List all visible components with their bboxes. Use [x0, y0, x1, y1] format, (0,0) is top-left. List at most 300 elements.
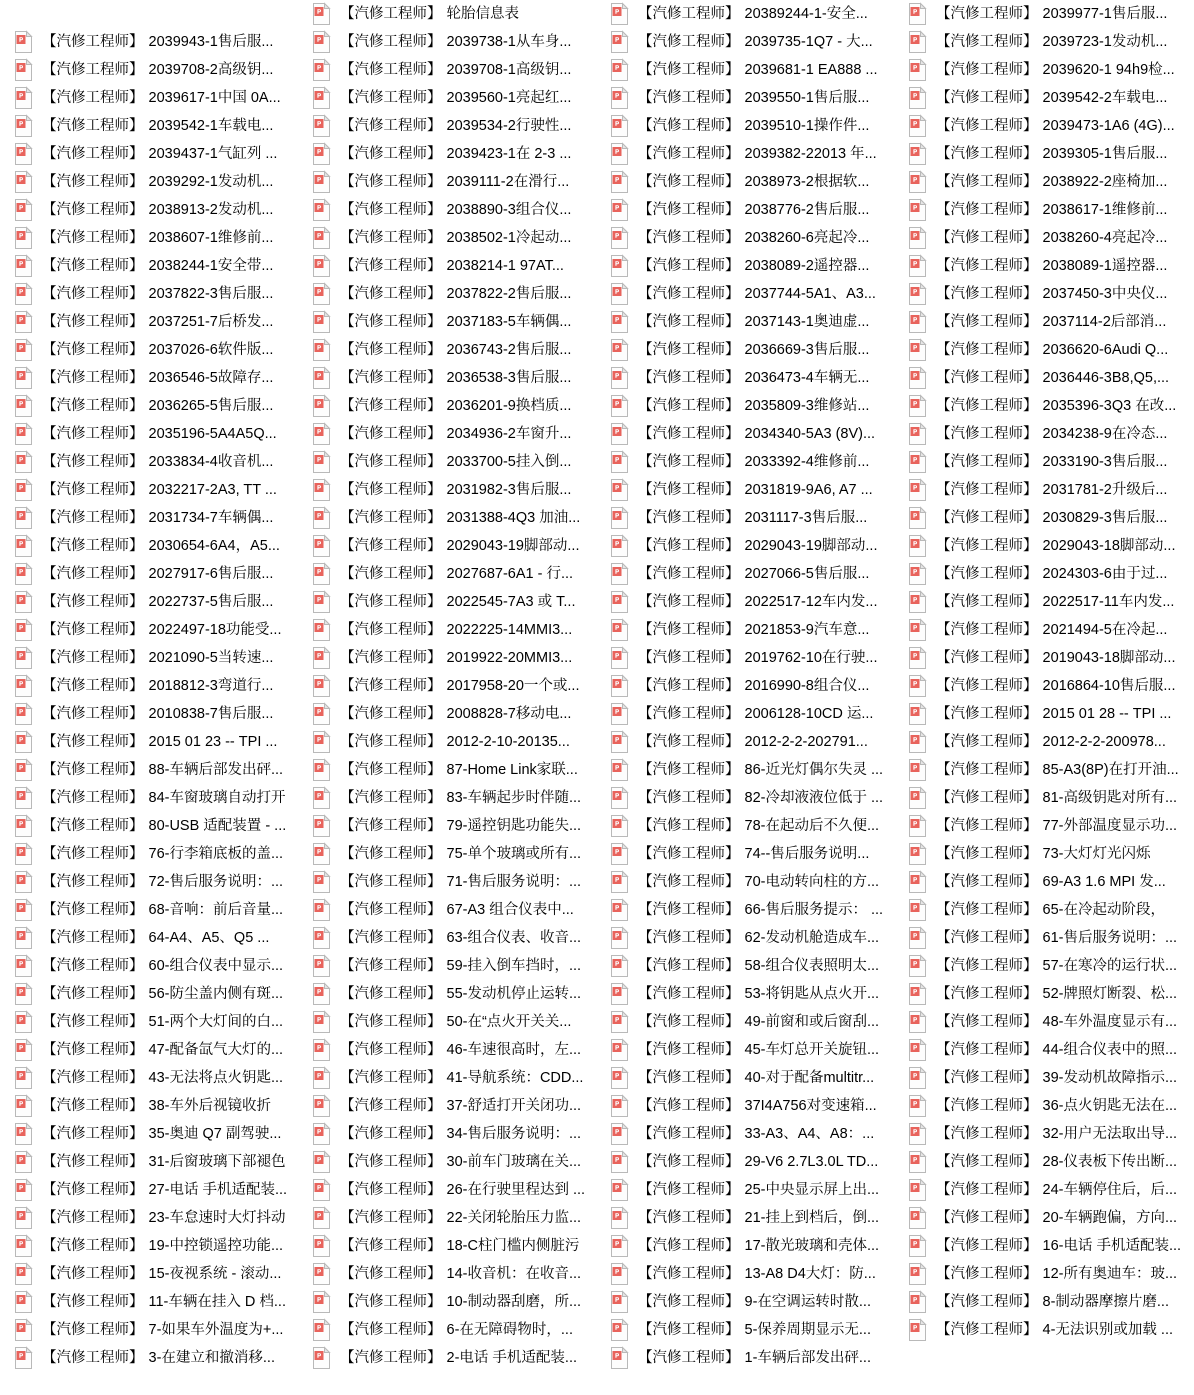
file-name-text: 4-无法识别或加载 ... — [1042, 1322, 1174, 1338]
list-item[interactable] — [298, 1288, 596, 1316]
list-item[interactable] — [298, 1176, 596, 1204]
file-name-text: 2027066-5售后服... — [744, 566, 870, 582]
list-item[interactable] — [298, 1344, 596, 1372]
list-item[interactable] — [298, 1316, 596, 1344]
file-name-prefix-tag: 【汽修工程师】 — [936, 202, 1038, 218]
list-item[interactable] — [894, 196, 1192, 224]
list-item[interactable] — [894, 420, 1192, 448]
file-name-text: 30-前车门玻璃在关... — [446, 1154, 582, 1170]
file-name-prefix-tag: 【汽修工程师】 — [340, 1126, 442, 1142]
list-item[interactable] — [298, 784, 596, 812]
file-column-0 — [0, 0, 298, 1372]
file-name-label — [42, 396, 298, 416]
list-item[interactable] — [0, 28, 298, 56]
list-item[interactable] — [596, 308, 894, 336]
powerpoint-document-icon — [312, 394, 332, 418]
list-item[interactable] — [298, 224, 596, 252]
list-item[interactable] — [596, 392, 894, 420]
list-item[interactable] — [894, 112, 1192, 140]
list-item[interactable] — [894, 1316, 1192, 1344]
list-item[interactable] — [894, 1232, 1192, 1260]
list-item[interactable] — [596, 336, 894, 364]
file-name-label — [340, 32, 596, 52]
file-name-prefix-tag: 【汽修工程师】 — [638, 1210, 740, 1226]
file-name-prefix-tag: 【汽修工程师】 — [42, 118, 144, 134]
file-column-1 — [298, 0, 596, 1372]
list-item[interactable] — [894, 1120, 1192, 1148]
file-name-prefix-tag: 【汽修工程师】 — [42, 902, 144, 918]
file-name-label — [638, 1152, 894, 1172]
list-item[interactable] — [894, 1036, 1192, 1064]
list-item[interactable] — [298, 532, 596, 560]
list-item[interactable] — [0, 1344, 298, 1372]
list-item[interactable] — [298, 644, 596, 672]
list-item[interactable] — [0, 1176, 298, 1204]
file-name-label — [340, 788, 596, 808]
list-item[interactable] — [894, 1148, 1192, 1176]
file-name-label — [638, 1264, 894, 1284]
list-item[interactable] — [0, 84, 298, 112]
list-item[interactable] — [0, 840, 298, 868]
list-item[interactable] — [894, 644, 1192, 672]
file-name-prefix-tag: 【汽修工程师】 — [936, 1322, 1038, 1338]
list-item[interactable] — [298, 700, 596, 728]
list-item[interactable] — [298, 28, 596, 56]
file-name-prefix-tag: 【汽修工程师】 — [340, 426, 442, 442]
list-item[interactable] — [298, 420, 596, 448]
list-item[interactable] — [894, 1092, 1192, 1120]
list-item[interactable] — [894, 672, 1192, 700]
list-item[interactable] — [0, 784, 298, 812]
list-item[interactable] — [596, 784, 894, 812]
list-item[interactable] — [0, 1260, 298, 1288]
list-item[interactable] — [298, 560, 596, 588]
file-name-label — [936, 760, 1192, 780]
list-item[interactable] — [596, 812, 894, 840]
list-item[interactable] — [0, 756, 298, 784]
list-item[interactable] — [298, 308, 596, 336]
list-item[interactable] — [0, 672, 298, 700]
powerpoint-document-icon — [312, 1318, 332, 1342]
list-item[interactable] — [298, 392, 596, 420]
list-item[interactable] — [0, 1036, 298, 1064]
file-name-prefix-tag: 【汽修工程师】 — [42, 734, 144, 750]
file-name-label — [936, 1264, 1192, 1284]
list-item[interactable] — [894, 840, 1192, 868]
list-item[interactable] — [894, 980, 1192, 1008]
list-item[interactable] — [596, 0, 894, 28]
list-item[interactable] — [596, 112, 894, 140]
list-item[interactable] — [596, 1232, 894, 1260]
list-item[interactable] — [894, 1288, 1192, 1316]
file-name-label — [936, 1096, 1192, 1116]
list-item[interactable] — [298, 980, 596, 1008]
list-item[interactable] — [596, 364, 894, 392]
list-item[interactable] — [596, 1204, 894, 1232]
list-item[interactable] — [894, 0, 1192, 28]
list-item[interactable] — [596, 140, 894, 168]
file-name-prefix-tag: 【汽修工程师】 — [936, 762, 1038, 778]
powerpoint-document-icon — [312, 30, 332, 54]
list-item[interactable] — [596, 1064, 894, 1092]
list-item[interactable] — [894, 784, 1192, 812]
list-item[interactable] — [0, 980, 298, 1008]
list-item[interactable] — [0, 952, 298, 980]
list-item[interactable] — [894, 84, 1192, 112]
list-item[interactable] — [894, 812, 1192, 840]
powerpoint-document-icon — [610, 310, 630, 334]
file-name-label — [638, 620, 894, 640]
powerpoint-document-icon — [908, 814, 928, 838]
list-item[interactable] — [298, 196, 596, 224]
powerpoint-document-icon — [312, 422, 332, 446]
file-name-text: 36-点火钥匙无法在... — [1042, 1098, 1178, 1114]
list-item[interactable] — [596, 1316, 894, 1344]
list-item[interactable] — [298, 112, 596, 140]
list-item[interactable] — [596, 980, 894, 1008]
powerpoint-document-icon — [14, 366, 34, 390]
list-item[interactable] — [596, 1260, 894, 1288]
file-name-text: 51-两个大灯间的白... — [148, 1014, 284, 1030]
file-name-prefix-tag: 【汽修工程师】 — [42, 762, 144, 778]
list-item[interactable] — [298, 896, 596, 924]
list-item[interactable] — [298, 1064, 596, 1092]
list-item[interactable] — [0, 112, 298, 140]
powerpoint-document-icon — [14, 870, 34, 894]
list-item[interactable] — [0, 532, 298, 560]
list-item[interactable] — [298, 1008, 596, 1036]
powerpoint-document-icon — [14, 1150, 34, 1174]
file-name-prefix-tag: 【汽修工程师】 — [340, 818, 442, 834]
list-item[interactable] — [298, 252, 596, 280]
file-name-label — [42, 984, 298, 1004]
list-item[interactable] — [894, 280, 1192, 308]
list-item[interactable] — [596, 924, 894, 952]
list-item[interactable] — [0, 196, 298, 224]
file-name-text: 2015 01 23 -- TPI ... — [148, 734, 278, 750]
file-name-text: 83-车辆起步时伴随... — [446, 790, 582, 806]
file-name-prefix-tag: 【汽修工程师】 — [936, 1098, 1038, 1114]
list-item[interactable] — [894, 728, 1192, 756]
file-name-prefix-tag: 【汽修工程师】 — [42, 1182, 144, 1198]
file-name-prefix-tag: 【汽修工程师】 — [936, 902, 1038, 918]
list-item[interactable] — [596, 224, 894, 252]
list-item[interactable] — [298, 924, 596, 952]
list-item[interactable] — [298, 56, 596, 84]
list-item[interactable] — [596, 588, 894, 616]
list-item[interactable] — [298, 812, 596, 840]
powerpoint-document-icon — [312, 562, 332, 586]
list-item[interactable] — [0, 812, 298, 840]
file-name-text: 3-在建立和撤消移... — [148, 1350, 275, 1366]
list-item[interactable] — [298, 952, 596, 980]
list-item[interactable] — [596, 952, 894, 980]
list-item[interactable] — [596, 644, 894, 672]
list-item[interactable] — [0, 1148, 298, 1176]
list-item[interactable] — [298, 336, 596, 364]
list-item[interactable] — [596, 756, 894, 784]
list-item[interactable] — [894, 560, 1192, 588]
powerpoint-document-icon — [908, 450, 928, 474]
list-item[interactable] — [298, 1232, 596, 1260]
file-name-label — [638, 704, 894, 724]
file-name-text: 2039560-1亮起红... — [446, 90, 572, 106]
list-item[interactable] — [298, 728, 596, 756]
list-item[interactable] — [0, 448, 298, 476]
list-item[interactable] — [0, 308, 298, 336]
list-item[interactable] — [894, 924, 1192, 952]
list-item[interactable] — [894, 364, 1192, 392]
list-item[interactable] — [0, 420, 298, 448]
list-item[interactable] — [596, 28, 894, 56]
file-name-text: 2036546-5故障存... — [148, 370, 274, 386]
list-item[interactable] — [596, 560, 894, 588]
list-item[interactable] — [298, 868, 596, 896]
file-name-label — [936, 956, 1192, 976]
powerpoint-document-icon — [14, 1010, 34, 1034]
list-item[interactable] — [298, 1036, 596, 1064]
list-item[interactable] — [0, 1008, 298, 1036]
list-item[interactable] — [894, 1260, 1192, 1288]
file-name-prefix-tag: 【汽修工程师】 — [638, 1322, 740, 1338]
powerpoint-document-icon — [610, 1262, 630, 1286]
list-item[interactable] — [0, 1120, 298, 1148]
list-item[interactable] — [894, 952, 1192, 980]
list-item[interactable] — [596, 700, 894, 728]
list-item[interactable] — [596, 476, 894, 504]
list-item[interactable] — [298, 504, 596, 532]
list-item[interactable] — [298, 364, 596, 392]
list-item[interactable] — [596, 728, 894, 756]
list-item[interactable] — [894, 448, 1192, 476]
file-name-prefix-tag: 【汽修工程师】 — [936, 1266, 1038, 1282]
list-item[interactable] — [0, 560, 298, 588]
list-item[interactable] — [0, 924, 298, 952]
powerpoint-document-icon — [14, 506, 34, 530]
list-item[interactable] — [0, 868, 298, 896]
list-item[interactable] — [894, 224, 1192, 252]
file-name-label — [638, 1040, 894, 1060]
file-name-prefix-tag: 【汽修工程师】 — [936, 1294, 1038, 1310]
list-item[interactable] — [0, 1316, 298, 1344]
file-name-label — [42, 452, 298, 472]
file-name-label — [638, 900, 894, 920]
list-item[interactable] — [0, 224, 298, 252]
list-item[interactable] — [298, 140, 596, 168]
list-item[interactable] — [596, 1344, 894, 1372]
file-name-prefix-tag: 【汽修工程师】 — [340, 1350, 442, 1366]
file-name-text: 28-仪表板下传出断... — [1042, 1154, 1178, 1170]
list-item[interactable] — [0, 700, 298, 728]
powerpoint-document-icon — [312, 982, 332, 1006]
powerpoint-document-icon — [312, 226, 332, 250]
file-name-label — [936, 1320, 1192, 1340]
list-item[interactable] — [596, 1176, 894, 1204]
powerpoint-document-icon — [14, 422, 34, 446]
list-item[interactable] — [0, 1064, 298, 1092]
list-item[interactable] — [0, 1288, 298, 1316]
file-name-prefix-tag: 【汽修工程师】 — [936, 818, 1038, 834]
list-item[interactable] — [596, 84, 894, 112]
list-item[interactable] — [0, 56, 298, 84]
list-item[interactable] — [0, 616, 298, 644]
powerpoint-document-icon — [610, 366, 630, 390]
file-name-text: 2035396-3Q3 在改... — [1042, 398, 1177, 414]
file-name-text: 20389244-1-安全... — [744, 6, 868, 22]
file-name-text: 12-所有奥迪车：玻... — [1042, 1266, 1178, 1282]
file-name-label — [936, 592, 1192, 612]
file-name-label — [340, 200, 596, 220]
list-item[interactable] — [894, 168, 1192, 196]
file-name-prefix-tag: 【汽修工程师】 — [42, 258, 144, 274]
file-name-prefix-tag: 【汽修工程师】 — [936, 454, 1038, 470]
file-name-prefix-tag: 【汽修工程师】 — [936, 1014, 1038, 1030]
list-item[interactable] — [0, 168, 298, 196]
list-item[interactable] — [0, 1204, 298, 1232]
list-item[interactable] — [298, 588, 596, 616]
list-item[interactable] — [894, 28, 1192, 56]
list-item[interactable] — [298, 1120, 596, 1148]
list-item[interactable] — [596, 840, 894, 868]
powerpoint-document-icon — [14, 618, 34, 642]
list-item[interactable] — [596, 56, 894, 84]
powerpoint-document-icon — [312, 786, 332, 810]
list-item[interactable] — [596, 896, 894, 924]
file-name-text: 2019043-18脚部动... — [1042, 650, 1176, 666]
list-item[interactable] — [0, 896, 298, 924]
powerpoint-document-icon — [312, 1094, 332, 1118]
list-item[interactable] — [298, 280, 596, 308]
file-name-label — [340, 704, 596, 724]
list-item[interactable] — [894, 336, 1192, 364]
file-name-text: 2036538-3售后服... — [446, 370, 572, 386]
file-name-label — [638, 1348, 894, 1368]
list-item[interactable] — [298, 84, 596, 112]
list-item[interactable] — [596, 868, 894, 896]
powerpoint-document-icon — [610, 198, 630, 222]
list-item[interactable] — [0, 588, 298, 616]
list-item[interactable] — [298, 476, 596, 504]
list-item[interactable] — [0, 336, 298, 364]
list-item[interactable] — [894, 1064, 1192, 1092]
list-item[interactable] — [298, 1092, 596, 1120]
list-item[interactable] — [0, 476, 298, 504]
list-item[interactable] — [0, 504, 298, 532]
list-item[interactable] — [596, 196, 894, 224]
powerpoint-document-icon — [610, 142, 630, 166]
powerpoint-document-icon — [610, 1318, 630, 1342]
list-item[interactable] — [596, 616, 894, 644]
list-item[interactable] — [596, 1092, 894, 1120]
file-name-text: 2030829-3售后服... — [1042, 510, 1168, 526]
list-item[interactable] — [298, 616, 596, 644]
list-item[interactable] — [894, 588, 1192, 616]
list-item[interactable] — [596, 1008, 894, 1036]
powerpoint-document-icon — [610, 674, 630, 698]
list-item[interactable] — [298, 756, 596, 784]
file-name-prefix-tag: 【汽修工程师】 — [638, 790, 740, 806]
list-item[interactable] — [0, 280, 298, 308]
list-item[interactable] — [894, 252, 1192, 280]
list-item[interactable] — [596, 168, 894, 196]
file-name-label — [42, 1348, 298, 1368]
list-item[interactable] — [0, 392, 298, 420]
list-item[interactable] — [894, 616, 1192, 644]
list-item[interactable] — [894, 1204, 1192, 1232]
file-name-label — [638, 368, 894, 388]
list-item[interactable] — [894, 700, 1192, 728]
list-item[interactable] — [0, 252, 298, 280]
list-item[interactable] — [298, 672, 596, 700]
list-item[interactable] — [596, 1036, 894, 1064]
file-name-label — [340, 844, 596, 864]
list-item[interactable] — [894, 504, 1192, 532]
file-name-label — [340, 1180, 596, 1200]
list-item[interactable] — [894, 868, 1192, 896]
list-item[interactable] — [894, 140, 1192, 168]
list-item[interactable] — [894, 392, 1192, 420]
file-name-text: 24-车辆停住后，后... — [1042, 1182, 1178, 1198]
powerpoint-document-icon — [610, 30, 630, 54]
list-item[interactable] — [596, 448, 894, 476]
file-name-text: 20-车辆跑偏，方向... — [1042, 1210, 1178, 1226]
list-item[interactable] — [298, 448, 596, 476]
powerpoint-document-icon — [908, 506, 928, 530]
list-item[interactable] — [0, 140, 298, 168]
list-item[interactable] — [894, 756, 1192, 784]
file-name-text: 2029043-18脚部动... — [1042, 538, 1176, 554]
list-item[interactable] — [596, 280, 894, 308]
list-item[interactable] — [298, 0, 596, 28]
list-item[interactable] — [0, 644, 298, 672]
list-item[interactable] — [596, 672, 894, 700]
list-item[interactable] — [596, 1148, 894, 1176]
list-item[interactable] — [894, 532, 1192, 560]
file-name-prefix-tag: 【汽修工程师】 — [42, 1238, 144, 1254]
file-name-text: 2039708-1高级钥... — [446, 62, 572, 78]
list-item[interactable] — [298, 840, 596, 868]
powerpoint-document-icon — [610, 254, 630, 278]
list-item[interactable] — [894, 56, 1192, 84]
list-item[interactable] — [596, 1120, 894, 1148]
list-item[interactable] — [596, 504, 894, 532]
list-item[interactable] — [0, 728, 298, 756]
list-item[interactable] — [0, 364, 298, 392]
list-item[interactable] — [298, 1260, 596, 1288]
file-name-prefix-tag: 【汽修工程师】 — [936, 622, 1038, 638]
powerpoint-document-icon — [610, 590, 630, 614]
list-item[interactable] — [0, 1092, 298, 1120]
list-item[interactable] — [894, 896, 1192, 924]
file-name-text: 2016990-8组合仪... — [744, 678, 870, 694]
list-item[interactable] — [894, 476, 1192, 504]
file-name-label — [638, 200, 894, 220]
list-item[interactable] — [894, 1176, 1192, 1204]
file-name-label — [340, 900, 596, 920]
file-name-prefix-tag: 【汽修工程师】 — [42, 1098, 144, 1114]
list-item[interactable] — [596, 532, 894, 560]
list-item[interactable] — [894, 1008, 1192, 1036]
list-item[interactable] — [894, 308, 1192, 336]
powerpoint-document-icon — [610, 1150, 630, 1174]
list-item[interactable] — [298, 1148, 596, 1176]
list-item[interactable] — [596, 1288, 894, 1316]
list-item[interactable] — [298, 168, 596, 196]
list-item[interactable] — [596, 252, 894, 280]
list-item[interactable] — [596, 420, 894, 448]
list-item[interactable] — [298, 1204, 596, 1232]
list-item[interactable] — [0, 1232, 298, 1260]
